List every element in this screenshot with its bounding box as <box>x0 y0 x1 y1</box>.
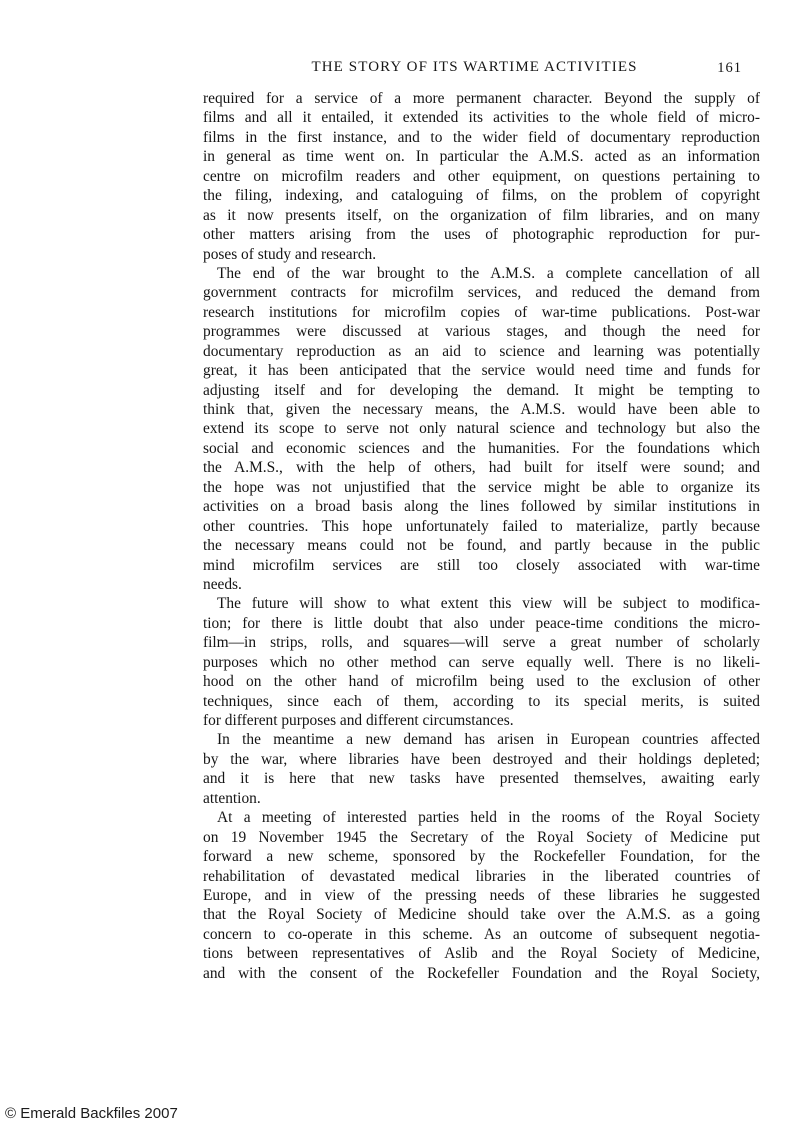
text-line: government contracts for microfilm services, and reduced the demand from <box>203 284 760 302</box>
text-line: the filing, indexing, and cataloguing of films, on the problem of copyright <box>203 187 760 205</box>
text-line: At a meeting of interested parties held in the rooms of the Royal Society <box>217 809 760 827</box>
text-line: other countries. This hope unfortunately failed to materialize, partly because <box>203 517 760 535</box>
text-line: purposes which no other method can serve equally well. There is no likeli- <box>203 653 760 671</box>
text-line: for different purposes and different circumstances. <box>203 712 514 729</box>
text-line: adjusting itself and for developing the demand. It might be tempting to <box>203 381 760 399</box>
text-line: Europe, and in view of the pressing needs of these libraries he suggested <box>203 886 760 904</box>
text-line: tion; for there is little doubt that also under peace-time conditions the micro- <box>203 614 760 632</box>
paragraph <box>203 264 760 594</box>
text-line: that the Royal Society of Medicine should take over the A.M.S. as a going <box>203 906 760 924</box>
text-line: films in the first instance, and to the wider field of documentary reproduction <box>203 128 760 146</box>
text-line: tions between representatives of Aslib and the Royal Society of Medicine, <box>203 945 760 963</box>
text-line: and with the consent of the Rockefeller Foundation and the Royal Society, <box>203 964 760 982</box>
text-line: poses of study and research. <box>203 245 377 263</box>
page-number: 161 <box>717 60 742 76</box>
text-line: forward a new scheme, sponsored by the Rockefeller Foundation, for the <box>203 848 760 866</box>
text-line: on 19 November 1945 the Secretary of the Royal Society of Medicine put <box>203 828 760 846</box>
text-line: The future will show to what extent this view will be subject to modifica- <box>217 595 760 613</box>
text-line: film—in strips, rolls, and squares—will serve a great number of scholarly <box>203 634 760 652</box>
paragraph <box>203 808 760 983</box>
running-header <box>203 59 760 81</box>
text-line: centre on microfilm readers and other equipment, on questions pertaining to <box>203 167 760 185</box>
text-line: documentary reproduction as an aid to science and learning was potentially <box>203 342 760 360</box>
text-line: the necessary means could not be found, and partly because in the public <box>203 537 760 555</box>
text-line: social and economic sciences and the humanities. For the foundations which <box>203 439 760 457</box>
text-line: attention. <box>203 789 261 807</box>
text-line: In the meantime a new demand has arisen in European countries affected <box>217 731 760 749</box>
text-line: as it now presents itself, on the organization of film libraries, and on many <box>203 206 760 224</box>
text-line: great, it has been anticipated that the service would need time and funds for <box>203 362 760 380</box>
paragraph <box>203 730 760 808</box>
text-line: The end of the war brought to the A.M.S. a complete cancellation of all <box>217 264 760 282</box>
text-line: the A.M.S., with the help of others, had built for itself were sound; and <box>203 459 760 477</box>
text-line: rehabilitation of devastated medical libraries in the liberated countries of <box>203 867 760 885</box>
paragraph <box>203 594 760 730</box>
paragraph <box>203 89 760 264</box>
page-body <box>203 89 760 983</box>
text-line: think that, given the necessary means, the A.M.S. would have been able to <box>203 401 760 418</box>
text-line: programmes were discussed at various stages, and though the need for <box>203 323 760 341</box>
text-line: the hope was not unjustified that the service might be able to organize its <box>203 478 760 496</box>
text-line: in general as time went on. In particular the A.M.S. acted as an information <box>203 148 760 166</box>
text-line: research institutions for microfilm copies of war-time publications. Post-war <box>203 303 760 321</box>
text-line: films and all it entailed, it extended its activities to the whole field of micro- <box>203 109 760 127</box>
text-line: required for a service of a more permanent character. Beyond the supply of <box>203 90 760 107</box>
text-line: techniques, since each of them, according to its special merits, is suited <box>203 692 760 710</box>
running-header-title: THE STORY OF ITS WARTIME ACTIVITIES <box>311 59 638 75</box>
text-line: by the war, where libraries have been destroyed and their holdings depleted; <box>203 750 760 768</box>
copyright-watermark: © Emerald Backfiles 2007 <box>5 1105 178 1122</box>
text-line: activities on a broad basis along the lines followed by similar institutions in <box>203 498 760 516</box>
text-line: and it is here that new tasks have presented themselves, awaiting early <box>203 770 760 788</box>
text-line: extend its scope to serve not only natural science and technology but also the <box>203 420 760 438</box>
text-line: other matters arising from the uses of photographic reproduction for pur- <box>203 226 760 244</box>
text-line: concern to co-operate in this scheme. As an outcome of subsequent negotia- <box>203 925 760 943</box>
text-line: hood on the other hand of microfilm being used to the exclusion of other <box>203 673 760 691</box>
text-line: mind microfilm services are still too closely associated with war-time <box>203 556 760 574</box>
text-line: needs. <box>203 575 242 593</box>
